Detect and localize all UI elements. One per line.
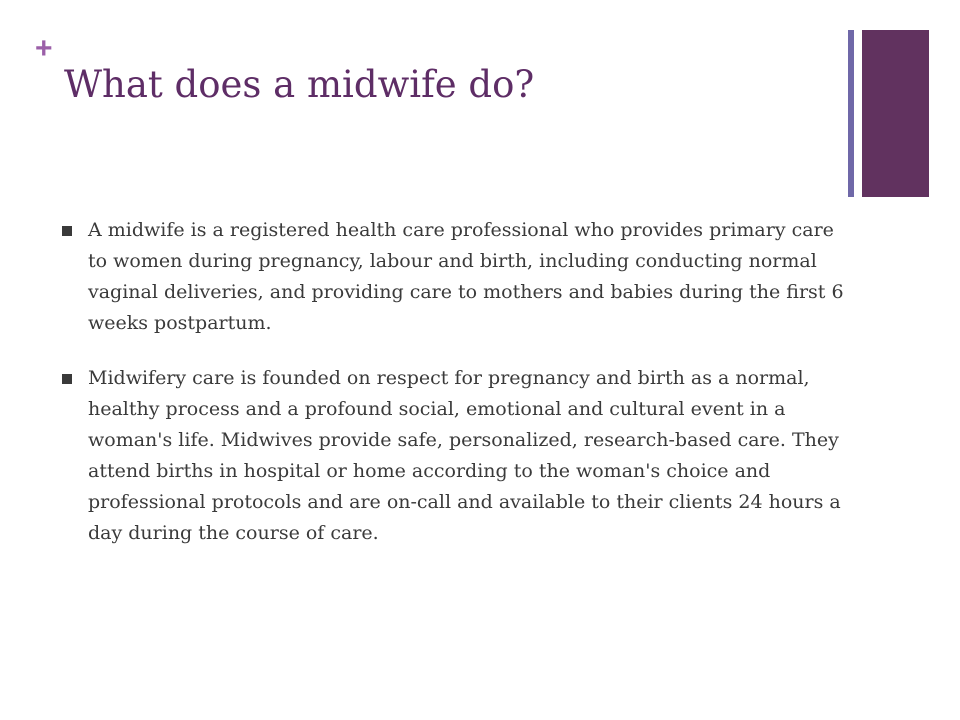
square-bullet-icon (62, 226, 72, 236)
bullet-text: Midwifery care is founded on respect for pregnancy and birth as a normal, healthy process and a profound social, emotional and cultural event in a woman's life. Midwives provide safe, personalized, research-based care. They attend births in hospital or home according to the woman's choice and professional protocols and are on-call and available to their clients 24 hours a day during the course of care. (88, 367, 841, 544)
bullet-item (62, 363, 852, 549)
slide-title: What does a midwife do? (64, 63, 535, 106)
accent-bar-thin (848, 30, 854, 197)
accent-bar-thick (862, 30, 929, 197)
square-bullet-icon (62, 374, 72, 384)
bullet-item (62, 215, 852, 339)
plus-icon: + (35, 32, 53, 65)
bullet-text: A midwife is a registered health care professional who provides primary care to women during pregnancy, labour and birth, including conducting normal vaginal deliveries, and providing care to mothers and babies during the first 6 weeks postpartum. (88, 219, 844, 334)
bullet-list (62, 215, 852, 573)
